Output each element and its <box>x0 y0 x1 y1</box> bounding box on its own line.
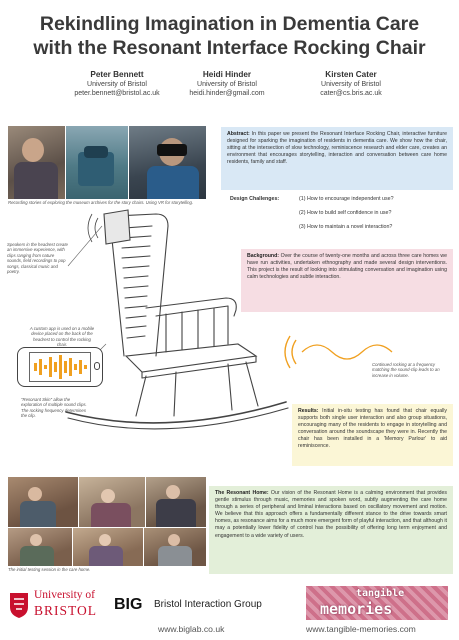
photo-chair-room <box>66 126 128 199</box>
background-label: Background: <box>247 253 279 259</box>
caption-resonant-skin: "Resonant Skin" allow the exploration of multiple sound clips. The rocking frequency determines the clip. <box>21 397 87 419</box>
poster-title <box>0 12 459 60</box>
tm-line-2: memories <box>320 600 393 618</box>
caption-rocking: Continued rocking at a frequency matching the sound-clip leads to an increase in volume. <box>372 362 440 378</box>
background-text: Over the course of twenty-one months and across three care homes we have run activities, undertaken ethnography and made several design interventions. This project is the result of looking into stimulating conversation and imagination using calm technologies and subtle interaction. <box>247 253 447 281</box>
author-2 <box>167 70 287 98</box>
photo-care-home-2 <box>79 477 145 527</box>
author-affiliation: University of Bristol <box>87 81 147 88</box>
abstract-label: Abstract: <box>227 131 250 137</box>
home-text: Our vision of the Resonant Home is a calming environment that provides gentle stimulus through music, memories and spoken word, subtly augmenting the care home through a series of peripheral and liminal interactions based on oscillatory movement and motion. We believe that this approach offers a fundamentally different stance to the drive towards smart homes, as resonance aims for a much more emergent form of playful interaction, and that although it may a potentially lower fidelity of control has the possibility of offering long term enjoyment and engagement to a wide variety of users. <box>215 490 447 539</box>
author-name: Peter Bennett <box>90 70 144 79</box>
resonant-home-box <box>209 486 453 574</box>
bristol-line-1: University of <box>34 589 96 601</box>
abstract-box <box>221 127 453 190</box>
caption-initial-testing: The initial testing session in the care home. <box>8 567 91 572</box>
design-challenge-2: (2) How to build self confidence in use? <box>299 210 392 216</box>
results-label: Results: <box>298 408 319 414</box>
author-affiliation: University of Bristol <box>197 81 257 88</box>
app-waveform-icon <box>30 353 90 381</box>
results-text: Initial in-situ testing has found that chair equally supports both single user interaction and also group situations, encouraging many of the residents to engage in storytelling and conversation around the soundscape they were in. Recently the chair has been installed in a 'Memory Parlour' to aid reminiscence. <box>298 408 447 450</box>
big-logo: BIG <box>114 596 143 613</box>
design-challenge-3: (3) How to maintain a novel interaction? <box>299 224 393 230</box>
mobile-device-icon <box>17 347 103 387</box>
tangible-memories-url-link[interactable]: www.tangible-memories.com <box>306 624 416 634</box>
caption-top-photos: Recording stories of exploring the museum archives for the story chairs. Using VR for storytelling. <box>8 200 194 205</box>
photo-care-home-5 <box>73 528 143 566</box>
author-3 <box>291 70 411 98</box>
photo-museum-archive <box>8 126 65 199</box>
photo-care-home-6 <box>144 528 206 566</box>
design-challenges-label: Design Challenges: <box>230 196 280 202</box>
tm-line-1: tangible <box>356 588 405 599</box>
photo-care-home-4 <box>8 528 72 566</box>
author-affiliation: University of Bristol <box>321 81 381 88</box>
home-label: The Resonant Home: <box>215 490 269 496</box>
background-box <box>241 249 453 312</box>
author-name: Kirsten Cater <box>325 70 377 79</box>
title-line-2: with the Resonant Interface Rocking Chair <box>33 37 426 59</box>
caption-app: A custom app is used on a mobile device placed on the back of the headrest to control the rocking chair. <box>29 326 95 348</box>
photo-vr-storytelling <box>129 126 206 199</box>
bristol-line-2: BRISTOL <box>34 603 98 618</box>
title-line-1: Rekindling Imagination in Dementia Care <box>39 13 420 35</box>
bristol-crest-icon <box>8 591 30 619</box>
author-name: Heidi Hinder <box>202 70 252 79</box>
author-email[interactable]: heidi.hinder@gmail.com <box>189 90 265 97</box>
tangible-memories-logo <box>306 586 448 620</box>
author-email[interactable]: cater@cs.bris.ac.uk <box>320 90 382 97</box>
photo-care-home-1 <box>8 477 78 527</box>
design-challenge-1: (1) How to encourage independent use? <box>299 196 394 202</box>
big-subtitle: Bristol Interaction Group <box>154 599 262 610</box>
author-email[interactable]: peter.bennett@bristol.ac.uk <box>74 90 160 97</box>
author-1 <box>52 70 182 98</box>
big-url-link[interactable]: www.biglab.co.uk <box>158 624 225 634</box>
photo-care-home-3 <box>146 477 206 527</box>
results-box <box>292 404 453 466</box>
caption-speakers: Speakers in the headrest create an immersive experience, with clips ranging from nature sounds, field recordings to pop songs, classical music and poetry. <box>7 242 68 275</box>
abstract-text: In this paper we present the Resonant Interface Rocking Chair, interactive furniture designed for sparking the imagination of residents in dementia care. We show how the chair, sitting at the intersection of slow technology, reminiscence research and elder care, creates an environment that encourages storytelling, interaction and conversation between care home residents, family and staff. <box>227 131 447 166</box>
